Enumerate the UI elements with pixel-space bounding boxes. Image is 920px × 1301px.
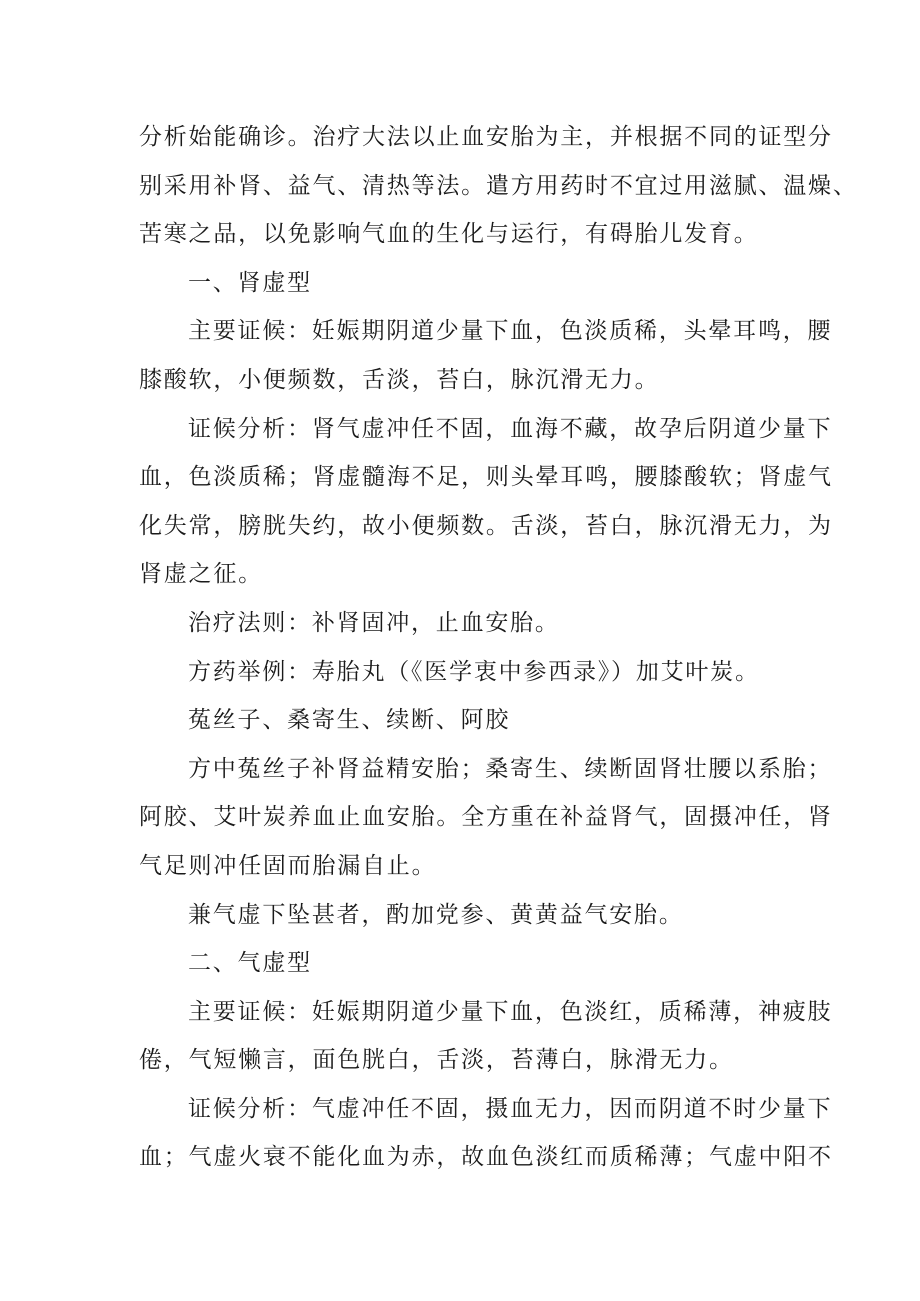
paragraph-line: 血；气虚火衰不能化血为赤，故血色淡红而质稀薄；气虚中阳不 bbox=[139, 1144, 833, 1171]
paragraph-line: 别采用补肾、益气、清热等法。遣方用药时不宜过用滋腻、温燥、 bbox=[139, 172, 858, 199]
paragraph-line: 分析始能确诊。治疗大法以止血安胎为主，并根据不同的证型分 bbox=[139, 124, 833, 150]
paragraph-line: 菟丝子、桑寄生、续断、阿胶 bbox=[188, 707, 511, 734]
paragraph-line: 气足则冲任固而胎漏自止。 bbox=[139, 852, 437, 879]
paragraph-line: 证候分析：气虚冲任不固，摄血无力，因而阴道不时少量下 bbox=[188, 1095, 833, 1122]
paragraph-line: 倦，气短懒言，面色胱白，舌淡，苔薄白，脉滑无力。 bbox=[139, 1047, 734, 1074]
section-heading-qi-deficiency: 二、气虚型 bbox=[188, 950, 312, 977]
paragraph-line: 化失常，膀胱失约，故小便频数。舌淡，苔白，脉沉滑无力，为 bbox=[139, 512, 833, 539]
paragraph-line: 兼气虚下坠甚者，酌加党参、黄黄益气安胎。 bbox=[188, 901, 684, 928]
paragraph-line: 主要证候：妊娠期阴道少量下血，色淡质稀，头晕耳鸣，腰 bbox=[188, 318, 833, 345]
paragraph-line: 方药举例：寿胎丸（《医学衷中参西录》）加艾叶炭。 bbox=[188, 658, 760, 685]
paragraph-line: 血，色淡质稀；肾虚髓海不足，则头晕耳鸣，腰膝酸软；肾虚气 bbox=[139, 464, 833, 491]
paragraph-line: 证候分析：肾气虚冲任不固，血海不藏，故孕后阴道少量下 bbox=[188, 415, 833, 442]
paragraph-line: 膝酸软，小便频数，舌淡，苔白，脉沉滑无力。 bbox=[139, 366, 660, 393]
paragraph-line: 阿胶、艾叶炭养血止血安胎。全方重在补益肾气，固摄冲任，肾 bbox=[139, 804, 833, 831]
paragraph-line: 肾虚之征。 bbox=[139, 561, 263, 588]
paragraph-line: 主要证候：妊娠期阴道少量下血，色淡红，质稀薄，神疲肢 bbox=[188, 998, 833, 1025]
paragraph-line: 治疗法则：补肾固冲，止血安胎。 bbox=[188, 609, 560, 636]
paragraph-line: 方中菟丝子补肾益精安胎；桑寄生、续断固肾壮腰以系胎； bbox=[188, 755, 833, 782]
paragraph-line: 苦寒之品，以免影响气血的生化与运行，有碍胎儿发育。 bbox=[139, 221, 759, 248]
document-page bbox=[139, 117, 858, 1186]
section-heading-kidney-deficiency: 一、肾虚型 bbox=[188, 269, 312, 296]
